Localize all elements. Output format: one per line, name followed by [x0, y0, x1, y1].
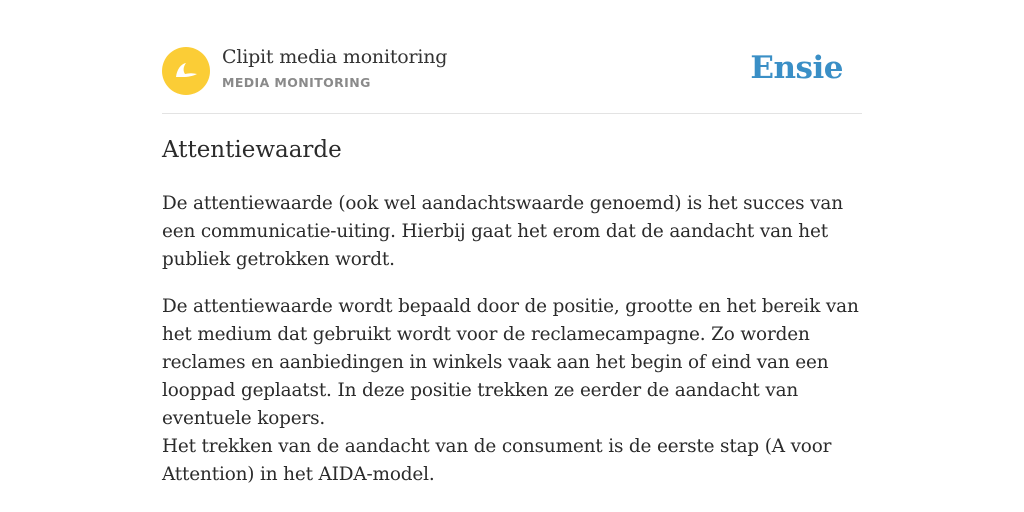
bird-icon [162, 47, 210, 95]
page-container [162, 0, 862, 485]
source-header [162, 0, 862, 114]
clipit-logo-icon[interactable] [162, 47, 210, 95]
article-paragraph-3: Het trekken van de aandacht van de consument is de eerste stap (A voor Attention) in het AIDA-model. [162, 436, 832, 485]
article-paragraph-1: De attentiewaarde (ook wel aandachtswaarde genoemd) is het succes van een communicatie-uiting. Hierbij gaat het erom dat de aandacht van het publiek getrokken wordt. [162, 193, 843, 270]
article-paragraph-2: De attentiewaarde wordt bepaald door de positie, grootte en het bereik van het medium dat gebruikt wordt voor de reclamecampagne. Zo worden reclames en aanbiedingen in winkels vaak aan het begin of eind van een looppad geplaatst. In deze positie trekken ze eerder de aandacht van eventuele kopers. [162, 296, 859, 429]
article-title: Attentiewaarde [162, 137, 342, 163]
source-name[interactable]: Clipit media monitoring [222, 46, 448, 68]
source-subtitle: MEDIA MONITORING [222, 75, 371, 90]
ensie-logo[interactable]: Ensie [750, 50, 843, 86]
